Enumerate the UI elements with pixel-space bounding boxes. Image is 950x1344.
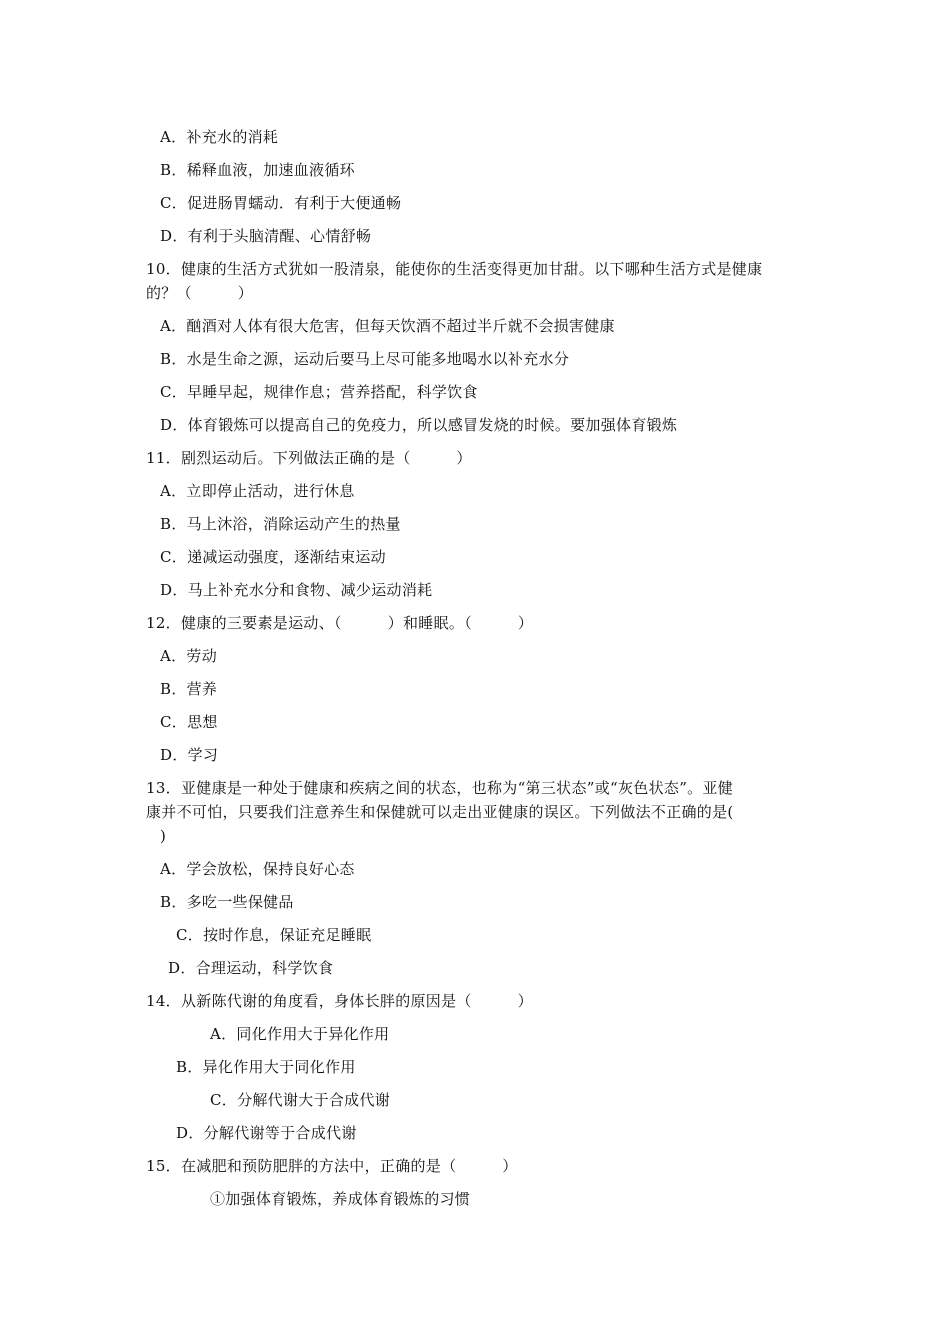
q13-option-a: A．学会放松，保持良好心态 xyxy=(160,860,355,878)
q11-stem: 11．剧烈运动后。下列做法正确的是（ ） xyxy=(146,449,472,467)
q12-option-d: D．学习 xyxy=(160,746,219,764)
q9-option-b: B．稀释血液，加速血液循环 xyxy=(160,161,355,179)
q11-option-c: C．递减运动强度，逐渐结束运动 xyxy=(160,548,386,566)
q13-option-d: D．合理运动，科学饮食 xyxy=(168,959,334,977)
q11-option-b: B．马上沐浴，消除运动产生的热量 xyxy=(160,515,401,533)
q10-option-a: A．酗酒对人体有很大危害，但每天饮酒不超过半斤就不会损害健康 xyxy=(160,317,615,335)
q14-stem: 14．从新陈代谢的角度看，身体长胖的原因是（ ） xyxy=(146,992,533,1010)
q12-option-b: B．营养 xyxy=(160,680,218,698)
q14-option-b: B．异化作用大于同化作用 xyxy=(176,1058,356,1076)
q12-stem: 12．健康的三要素是运动、（ ）和睡眠。（ ） xyxy=(146,614,534,632)
q13-stem-line3: ) xyxy=(160,827,167,845)
q14-option-a: A．同化作用大于异化作用 xyxy=(210,1025,390,1043)
q12-option-c: C．思想 xyxy=(160,713,218,731)
q15-stem: 15．在减肥和预防肥胖的方法中，正确的是（ ） xyxy=(146,1157,518,1175)
q15-item-1: ①加强体育锻炼，养成体育锻炼的习惯 xyxy=(210,1190,471,1208)
q10-option-b: B．水是生命之源，运动后要马上尽可能多地喝水以补充水分 xyxy=(160,350,570,368)
q10-option-d: D．体育锻炼可以提高自己的免疫力，所以感冒发烧的时候。要加强体育锻炼 xyxy=(160,416,678,434)
q10-option-c: C．早睡早起，规律作息；营养搭配，科学饮食 xyxy=(160,383,478,401)
q11-option-d: D．马上补充水分和食物、减少运动消耗 xyxy=(160,581,433,599)
q9-option-c: C．促进肠胃蠕动．有利于大便通畅 xyxy=(160,194,402,212)
q13-option-b: B．多吃一些保健品 xyxy=(160,893,294,911)
q14-option-c: C．分解代谢大于合成代谢 xyxy=(210,1091,391,1109)
q10-stem-line2: 的？（ ） xyxy=(146,284,254,302)
q9-option-a: A．补充水的消耗 xyxy=(160,128,279,146)
q11-option-a: A．立即停止活动，进行休息 xyxy=(160,482,355,500)
q13-stem-line2: 康并不可怕，只要我们注意养生和保健就可以走出亚健康的误区。下列做法不正确的是( xyxy=(146,803,734,821)
q9-option-d: D．有利于头脑清醒、心情舒畅 xyxy=(160,227,372,245)
q10-stem-line1: 10．健康的生活方式犹如一股清泉，能使你的生活变得更加甘甜。以下哪种生活方式是健康 xyxy=(146,260,763,278)
q13-stem-line1: 13．亚健康是一种处于健康和疾病之间的状态，也称为“第三状态”或“灰色状态”。亚健 xyxy=(146,779,734,797)
q12-option-a: A．劳动 xyxy=(160,647,218,665)
q14-option-d: D．分解代谢等于合成代谢 xyxy=(176,1124,357,1142)
q13-option-c: C．按时作息，保证充足睡眠 xyxy=(176,926,372,944)
